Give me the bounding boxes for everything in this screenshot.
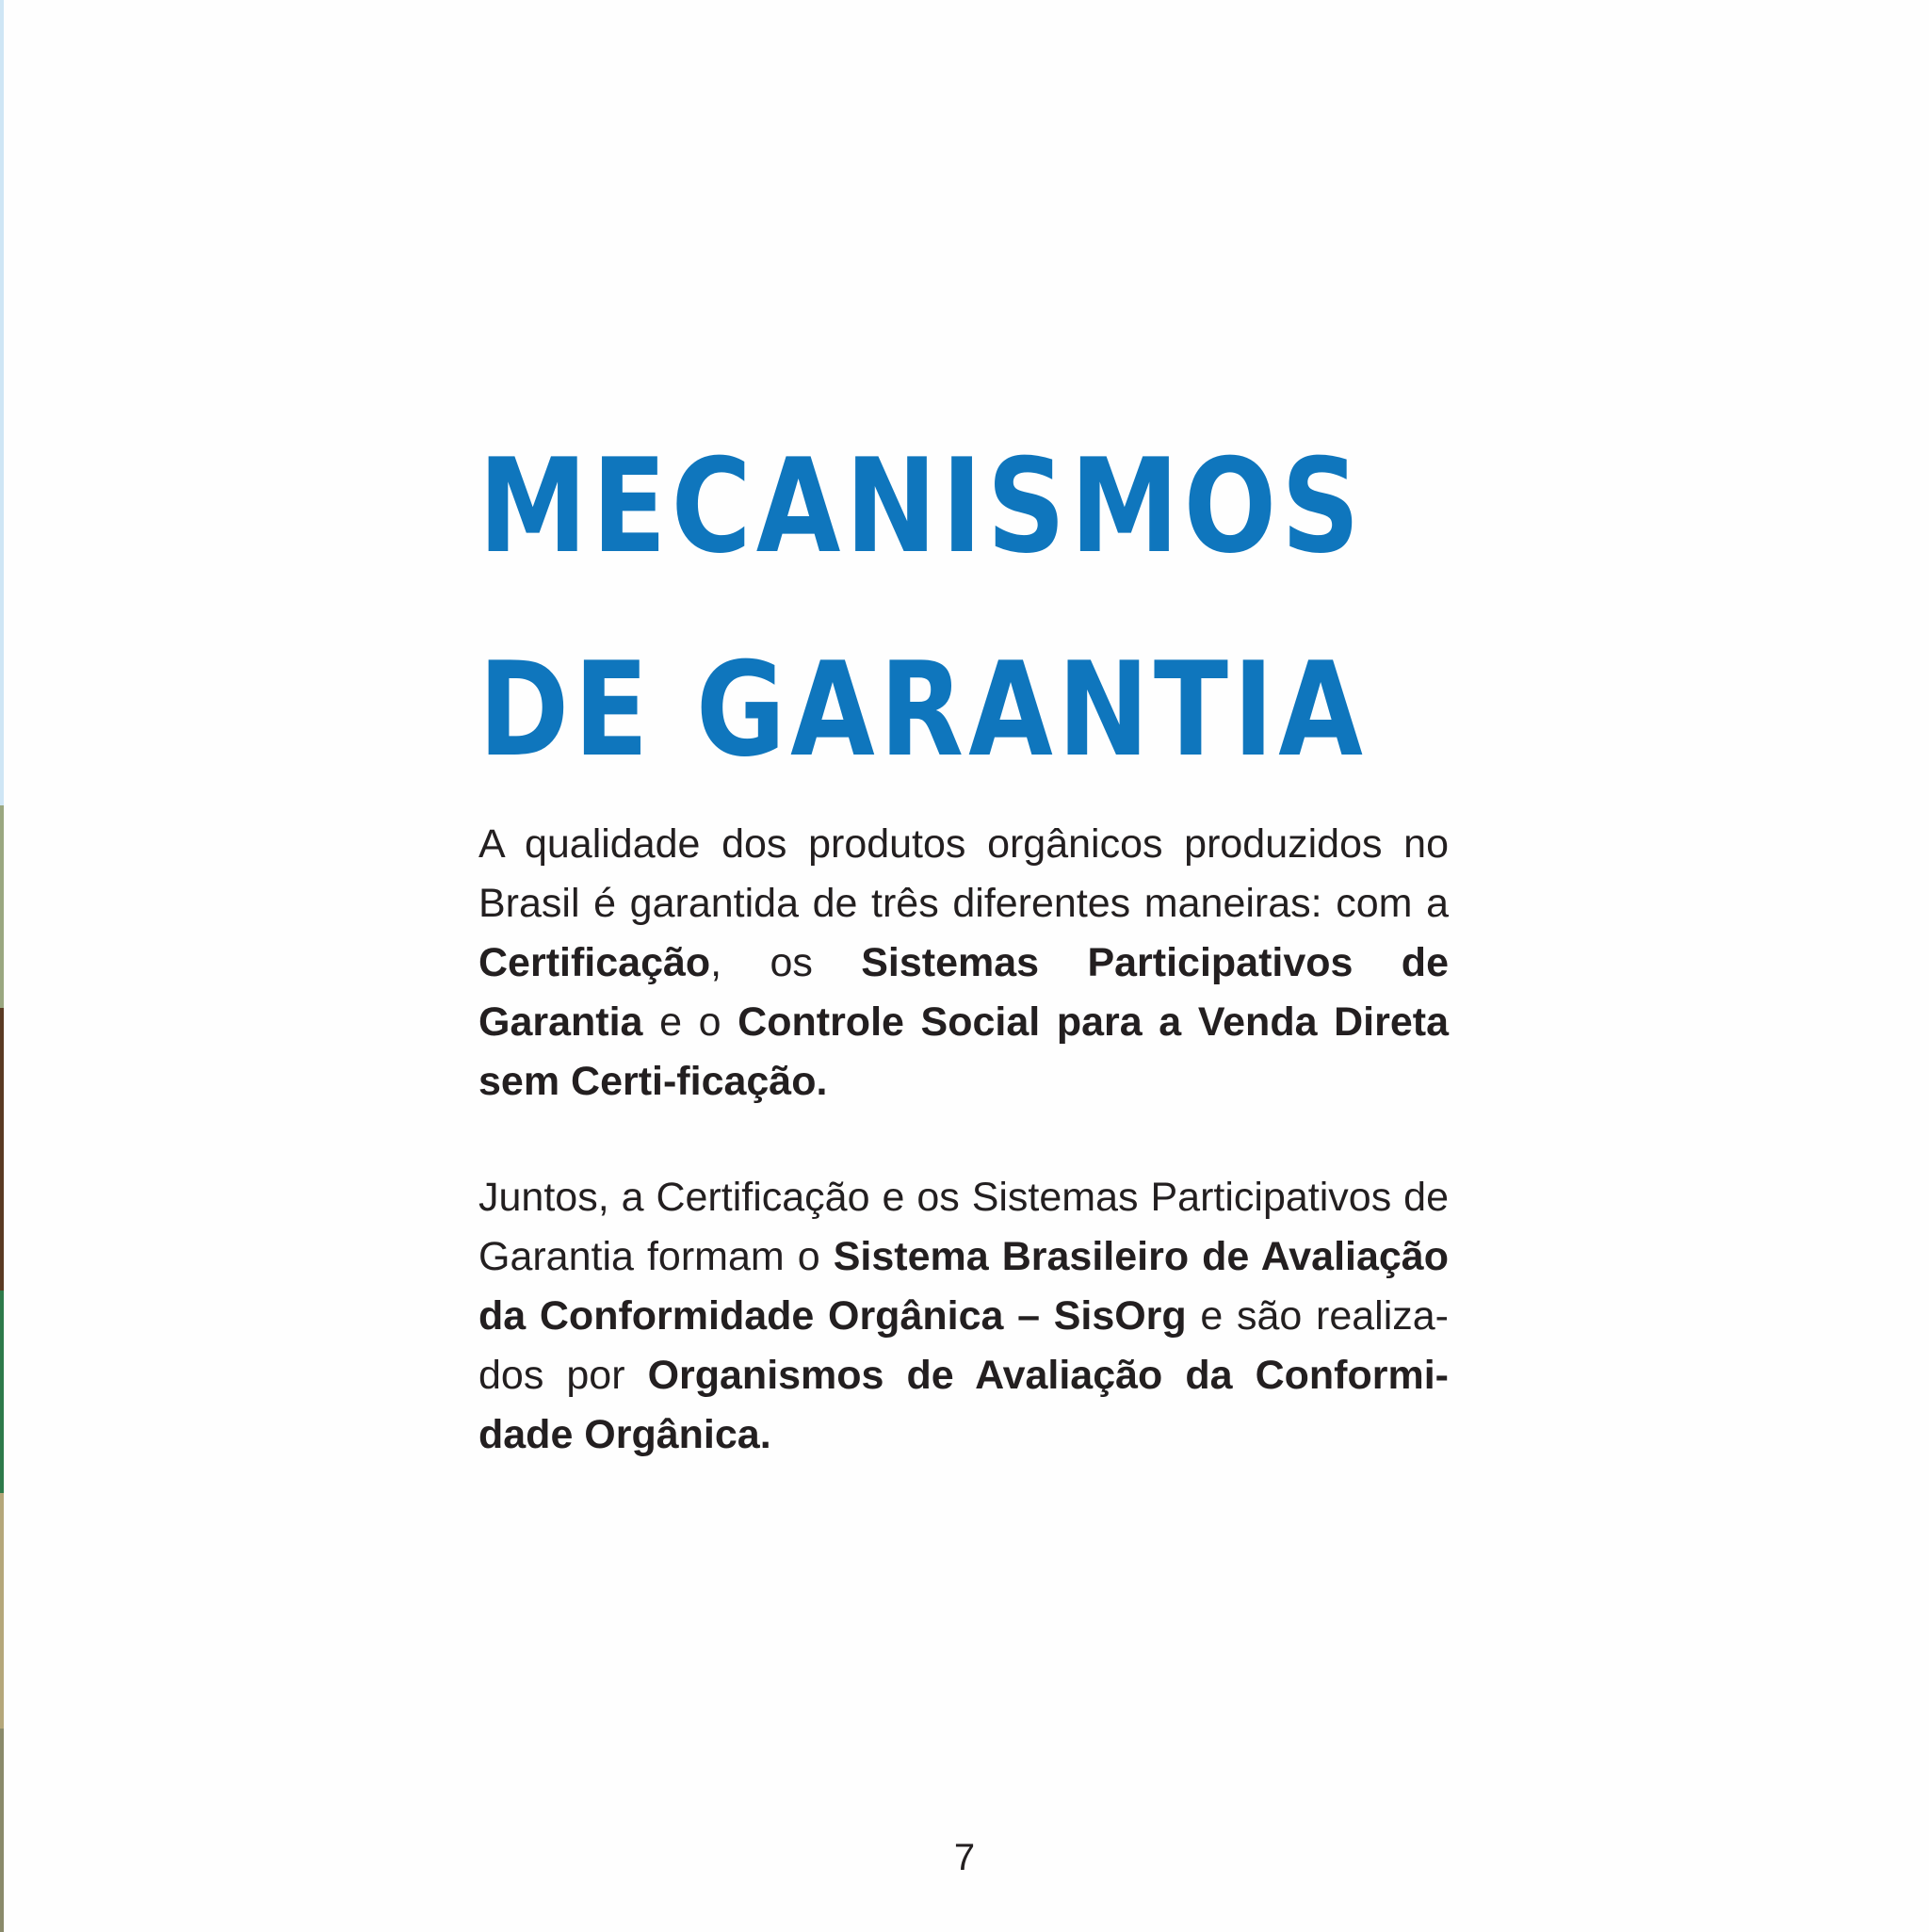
- edge-segment: [0, 1008, 4, 1291]
- page-number: 7: [953, 1837, 976, 1878]
- paragraph-1-text-1: A qualidade dos produtos orgânicos produzidos no Brasil é garantida de três diferentes maneiras: com a: [478, 821, 1449, 926]
- title-line-2: DE GARANTIA: [478, 634, 1368, 786]
- page-title: [478, 405, 1368, 812]
- term-controle-social: Controle Social para a Venda Direta sem Certi-ficação.: [478, 999, 1450, 1104]
- edge-segment: [0, 0, 4, 805]
- left-edge-strip: [0, 0, 4, 1932]
- term-organismos-avaliacao: Organismos de Avaliação da Conformi-dade Orgânica.: [478, 1353, 1449, 1457]
- title-line-1: MECANISMOS: [478, 430, 1365, 582]
- paragraph-1-text-2: , os: [710, 940, 862, 985]
- term-sistemas-participativos: Sistemas Participativos de Garantia: [478, 940, 1449, 1045]
- paragraph-2-text-2: e são realiza-dos por: [478, 1293, 1449, 1398]
- edge-segment: [0, 1291, 4, 1493]
- paragraph-2-text-1: Juntos, a Certificação e os Sistemas Participativos de Garantia formam o: [478, 1175, 1449, 1279]
- term-sisorg: Sistema Brasileiro de Avaliação da Conformidade Orgânica – SisOrg: [478, 1234, 1449, 1339]
- term-certificacao: Certificação: [478, 940, 711, 985]
- edge-segment: [0, 1493, 4, 1729]
- paragraph-1: [478, 815, 1449, 1112]
- paragraph-2: [478, 1168, 1449, 1465]
- edge-segment: [0, 1729, 4, 1932]
- paragraph-1-text-3: e o: [642, 999, 738, 1045]
- edge-segment: [0, 805, 4, 1008]
